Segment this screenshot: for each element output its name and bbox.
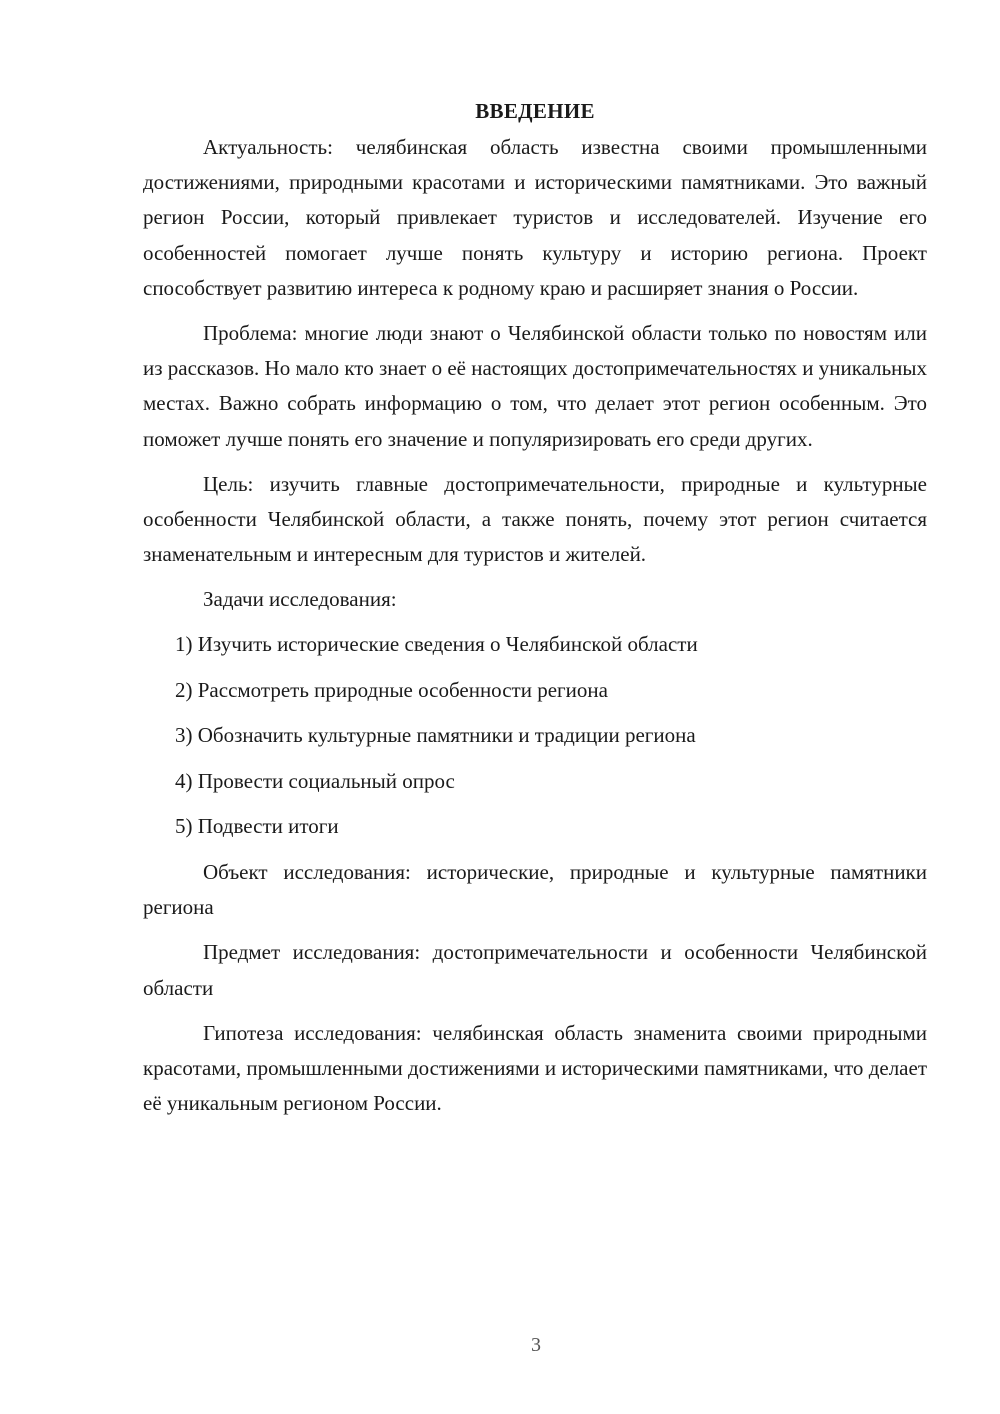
- task-item-2: 2) Рассмотреть природные особенности региона: [175, 677, 608, 702]
- page-number: 3: [531, 1334, 541, 1356]
- paragraph-problem: Проблема: многие люди знают о Челябинской области только по новостям или из рассказов. Но мало кто знает о её настоящих достопримечательностях и уникальных местах. Важно собрать информацию о том, что делает этот регион особенным. Это поможет лучше понять его значение и популяризировать его среди других.: [143, 321, 927, 451]
- task-item-3: 3) Обозначить культурные памятники и традиции региона: [175, 723, 696, 748]
- task-list: [143, 627, 927, 844]
- page-title: ВВЕДЕНИЕ: [475, 99, 595, 123]
- paragraph-relevance: Актуальность: челябинская область известна своими промышленными достижениями, природными красотами и историческими памятниками. Это важный регион России, который привлекает туристов и исследователей. Изучение его особенностей помогает лучше понять культуру и историю региона. Проект способствует развитию интереса к родному краю и расширяет знания о России.: [143, 135, 927, 300]
- task-item-4: 4) Провести социальный опрос: [175, 768, 455, 793]
- paragraph-subject: Предмет исследования: достопримечательности и особенности Челябинской области: [143, 940, 927, 1000]
- paragraph-object: Объект исследования: исторические, природные и культурные памятники региона: [143, 859, 927, 920]
- task-item-5: 5) Подвести итоги: [175, 814, 339, 839]
- paragraph-goal: Цель: изучить главные достопримечательности, природные и культурные особенности Челябинской области, а также понять, почему этот регион считается знаменательным и интересным для туристов и жителей.: [143, 471, 927, 567]
- page-content: [143, 96, 927, 1131]
- paragraph-hypothesis: Гипотеза исследования: челябинская область знаменита своими природными красотами, промышленными достижениями и историческими памятниками, что делает её уникальным регионом России.: [143, 1020, 927, 1116]
- tasks-heading: Задачи исследования:: [203, 587, 397, 612]
- task-item-1: 1) Изучить исторические сведения о Челябинской области: [175, 632, 698, 657]
